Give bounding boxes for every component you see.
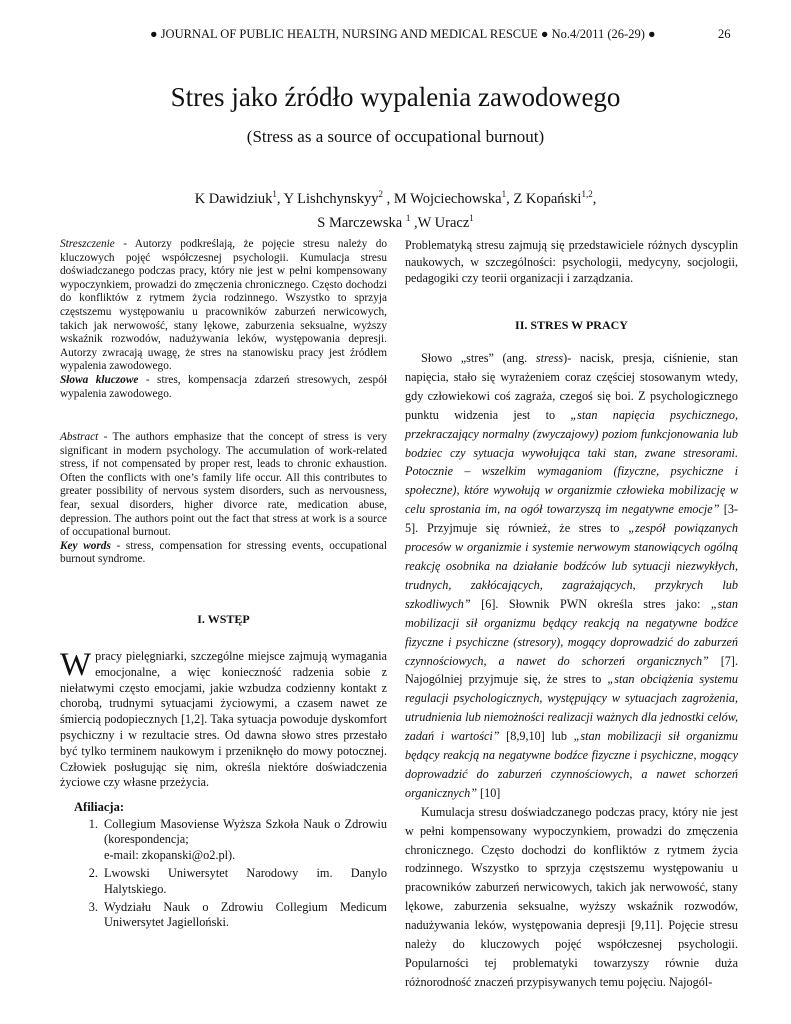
article-subtitle: (Stress as a source of occupational burnout): [246, 127, 545, 146]
p1-italic: stress: [535, 351, 564, 365]
author-affiliation-mark: 1: [501, 189, 507, 199]
section-1-body: [60, 649, 387, 791]
p1-quote: „stan obciążenia systemu regulacji psychologicznych, występujący w sytuacjach zagrożenia, utrudnienia lub niemożności realizacji ważnych dla jednostki celów, zadań i wartości”: [405, 672, 738, 744]
affiliations-block: [60, 800, 387, 931]
section-2-heading: II. STRES W PRACY: [515, 318, 628, 332]
right-intro-paragraph: Problematyką stresu zajmują się przedstawiciele różnych dyscyplin naukowych, w szczególności: psychologii, medycyny, socjologii, pedagogiki czy teorii organizacji i zarządzania.: [405, 238, 738, 285]
affiliation-number: 3.: [88, 900, 98, 915]
slowa-kluczowe-text: - stres, kompensacja zdarzeń stresowych, zespół wypalenia zawodowego.: [60, 373, 387, 400]
streszczenie-block: [60, 238, 387, 401]
section-2-paragraph-2: Kumulacja stresu doświadczanego podczas pracy, który nie jest w pełni kompensowany wypoczynkiem, prowadzi do zmęczenia chronicznego. Często dochodzi do konfliktów z rytmem życia rodzinnego. Wszystko to sprzyja częstszemu występowaniu u pracowników zaburzeń nerwicowych, takich jak nerwowość, stany lękowe, zaburzenia seksualne, wyższy wskaźnik rozwodów, nadużywania leków, występowania depresji [9,11]. Pojęcie stresu należy do kluczowych pojęć współczesnej psychologii. Popularności tej problematyki towarzyszy równie duża różnorodność znaczeń przypisywanych temu pojęciu. Najogól-: [405, 804, 738, 989]
author-line-1: [0, 185, 791, 209]
key-words-paragraph: [60, 540, 387, 567]
bullet-left: ●: [150, 27, 158, 41]
author-affiliation-mark: 2: [378, 189, 384, 199]
author-separator: ,: [592, 190, 597, 207]
section-1-text: pracy pielęgniarki, szczególne miejsce zajmują wymagania emocjonalne, a więc konieczność radzenia sobie z niełatwymi często emocjami, jakie wzbudza codzienny kontakt z chorobą, trudnymi sytuacjami życiowymi, a czasem nawet ze śmiercią podopiecznych [1,2]. Taka sytuacja powoduje dyskomfort psychiczny i w rezultacie stres. Od dawna słowo stres przestało być tylko terminem naukowym i przeniknęło do mowy potocznej. Człowiek posługując się nim, określa niektóre doświadczenia życiowe czy własne przeżycia.: [60, 649, 387, 790]
p1-text: [6]. Słownik PWN określa stres jako:: [470, 596, 711, 611]
affiliation-item: [60, 866, 387, 897]
key-words-label: Key words: [60, 539, 111, 552]
p1-text: [3-5]. Przyjmuje się również, że stres to: [405, 502, 738, 536]
author-affiliation-mark: 1: [469, 212, 474, 223]
journal-name: JOURNAL OF PUBLIC HEALTH, NURSING AND MEDICAL RESCUE: [160, 27, 538, 41]
author-name: , Y Lishchynskyy: [276, 190, 379, 207]
p1-quote: „stan mobilizacji sił organizmu będący reakcją na negatywne bodźce fizyczne i psychiczne, mogący doprowadzić do zaburzeń czynnościowych, a nawet schorzeń organicznych”: [405, 729, 738, 800]
key-words-text: - stress, compensation for stressing events, occupational burnout syndrome.: [60, 539, 387, 566]
bullet-right: ●: [648, 27, 656, 41]
p1-quote: „zespół powiązanych procesów w organizmie i systemie nerwowym stanowiących ogólną reakcję osobnika na działanie bodźców lub sytuacji niezwykłych, trudnych, zakłócających, zagrażających, przykrych lub szkodliwych”: [405, 521, 738, 611]
author-list: [0, 185, 791, 233]
author-line-2: [0, 209, 791, 233]
slowa-kluczowe-label: Słowa kluczowe: [60, 373, 139, 386]
journal-issue: No.4/2011 (26-29): [551, 27, 645, 41]
abstract-block: [60, 431, 387, 567]
abstract-text: - The authors emphasize that the concept of stress is very significant in modern psychology. The accumulation of work-related stress, if not compensated by proper rest, leads to chronic exhaustion. Often the conflicts with one’s family life occur. All this contributes to greater possibility of nervous system disorders, such as nervousness, fear, sexual disorders, higher divorce rate, medication abuse, depression. The authors point out the fact that stress at work is a source of occupational burnout.: [60, 431, 387, 539]
author-name: , M Wojciechowska: [383, 190, 502, 207]
section-1-paragraph: [60, 649, 387, 791]
bullet-middle: ●: [540, 27, 549, 41]
author-name: K Dawidziuk: [194, 190, 273, 207]
author-name: S Marczewska: [317, 214, 406, 231]
affiliation-number: 1.: [88, 817, 98, 831]
p1-text: )- nacisk, presja, ciśnienie, stan napięcia, stało się wyrażeniem coraz częściej stosowanym wtedy, gdy człowiekowi coś zagraża, czegoś się boi. Z psychologicznego punktu widzenia jest to: [405, 351, 738, 422]
section-2-body: [405, 349, 738, 992]
author-affiliation-mark: 1: [272, 189, 277, 199]
affiliations-title: Afiliacja:: [74, 800, 124, 814]
affiliation-item: [60, 817, 387, 863]
streszczenie-label: Streszczenie: [60, 238, 115, 250]
affiliation-email: e-mail: zkopanski@o2.pl).: [104, 847, 236, 862]
section-2-paragraph-1: [405, 349, 738, 803]
page-number: 26: [718, 27, 731, 41]
author-name: , Z Kopański: [506, 190, 582, 207]
p1-text: [7]. Najogólniej przyjmuje się, że stres to: [405, 653, 738, 687]
author-affiliation-mark: 1,2: [581, 189, 593, 199]
streszczenie-text: - Autorzy podkreślają, że pojęcie stresu należy do kluczowych pojęć współczesnej psychologii. Kumulacja stresu doświadczanego podczas pracy, który nie jest w pełni kompensowany wypoczynkiem, prowadzi do zmęczenia chronicznego. Często dochodzi do konfliktów z rytmem życia rodzinnego. Wszystko to sprzyja częstszemu występowaniu u pracowników zaburzeń nerwicowych, takich jak nerwowość, stany lękowe, zaburzenia seksualne, wyższy wskaźnik rozwodów, nadużywania leków, występowania depresji. Autorzy zwracają uwagę, że stres na stanowisku pracy jest źródłem wypalenia zawodowego.: [60, 238, 387, 373]
journal-header-line: [150, 27, 656, 42]
affiliation-item: [60, 900, 387, 931]
author-name: ,W Uracz: [410, 214, 470, 231]
p1-text: Słowo „stres” (ang.: [421, 351, 536, 365]
affiliation-number: 2.: [88, 866, 98, 881]
affiliations-list: [60, 817, 387, 931]
p1-quote: „stan napięcia psychicznego, przekraczający normalny (zwyczajowy) poziom funkcjonowania lub bodziec czy sytuacja wywołująca taki stan, zwane stresorami. Potocznie – wszelkim wymaganiom (fizyczne, psychiczne i społeczne), które wywołują w organizmie człowieka mobilizację w celu sprostania im, na ogół towarzyszą im negatywne emocje”: [405, 407, 738, 517]
affiliation-text: Collegium Masoviense Wyższa Szkoła Nauk o Zdrowiu (korespondencja;: [104, 817, 387, 847]
abstract-paragraph: [60, 431, 387, 540]
affiliation-text: Lwowski Uniwersytet Narodowy im. Danylo Halytskiego.: [104, 866, 387, 896]
affiliation-text: Wydziału Nauk o Zdrowiu Collegium Medicum Uniwersytet Jagielloński.: [104, 900, 387, 930]
p1-text: [10]: [477, 785, 501, 800]
streszczenie-paragraph: [60, 238, 387, 374]
affiliation-text-block: [104, 817, 387, 863]
p1-quote: „stan mobilizacji sił organizmu będący reakcją na negatywne bodźce fizyczne i psychiczne (stresory), mogący doprowadzić do zaburzeń czynnościowych, a nawet do schorzeń organicznych”: [405, 596, 738, 668]
abstract-label: Abstract: [60, 431, 99, 443]
p1-text: [8,9,10] lub: [499, 729, 574, 744]
section-1-heading: I. WSTĘP: [197, 612, 250, 626]
slowa-kluczowe-paragraph: [60, 374, 387, 401]
article-title: Stres jako źródło wypalenia zawodowego: [170, 82, 621, 112]
author-affiliation-mark: 1: [405, 212, 411, 223]
drop-cap: W: [60, 647, 92, 683]
